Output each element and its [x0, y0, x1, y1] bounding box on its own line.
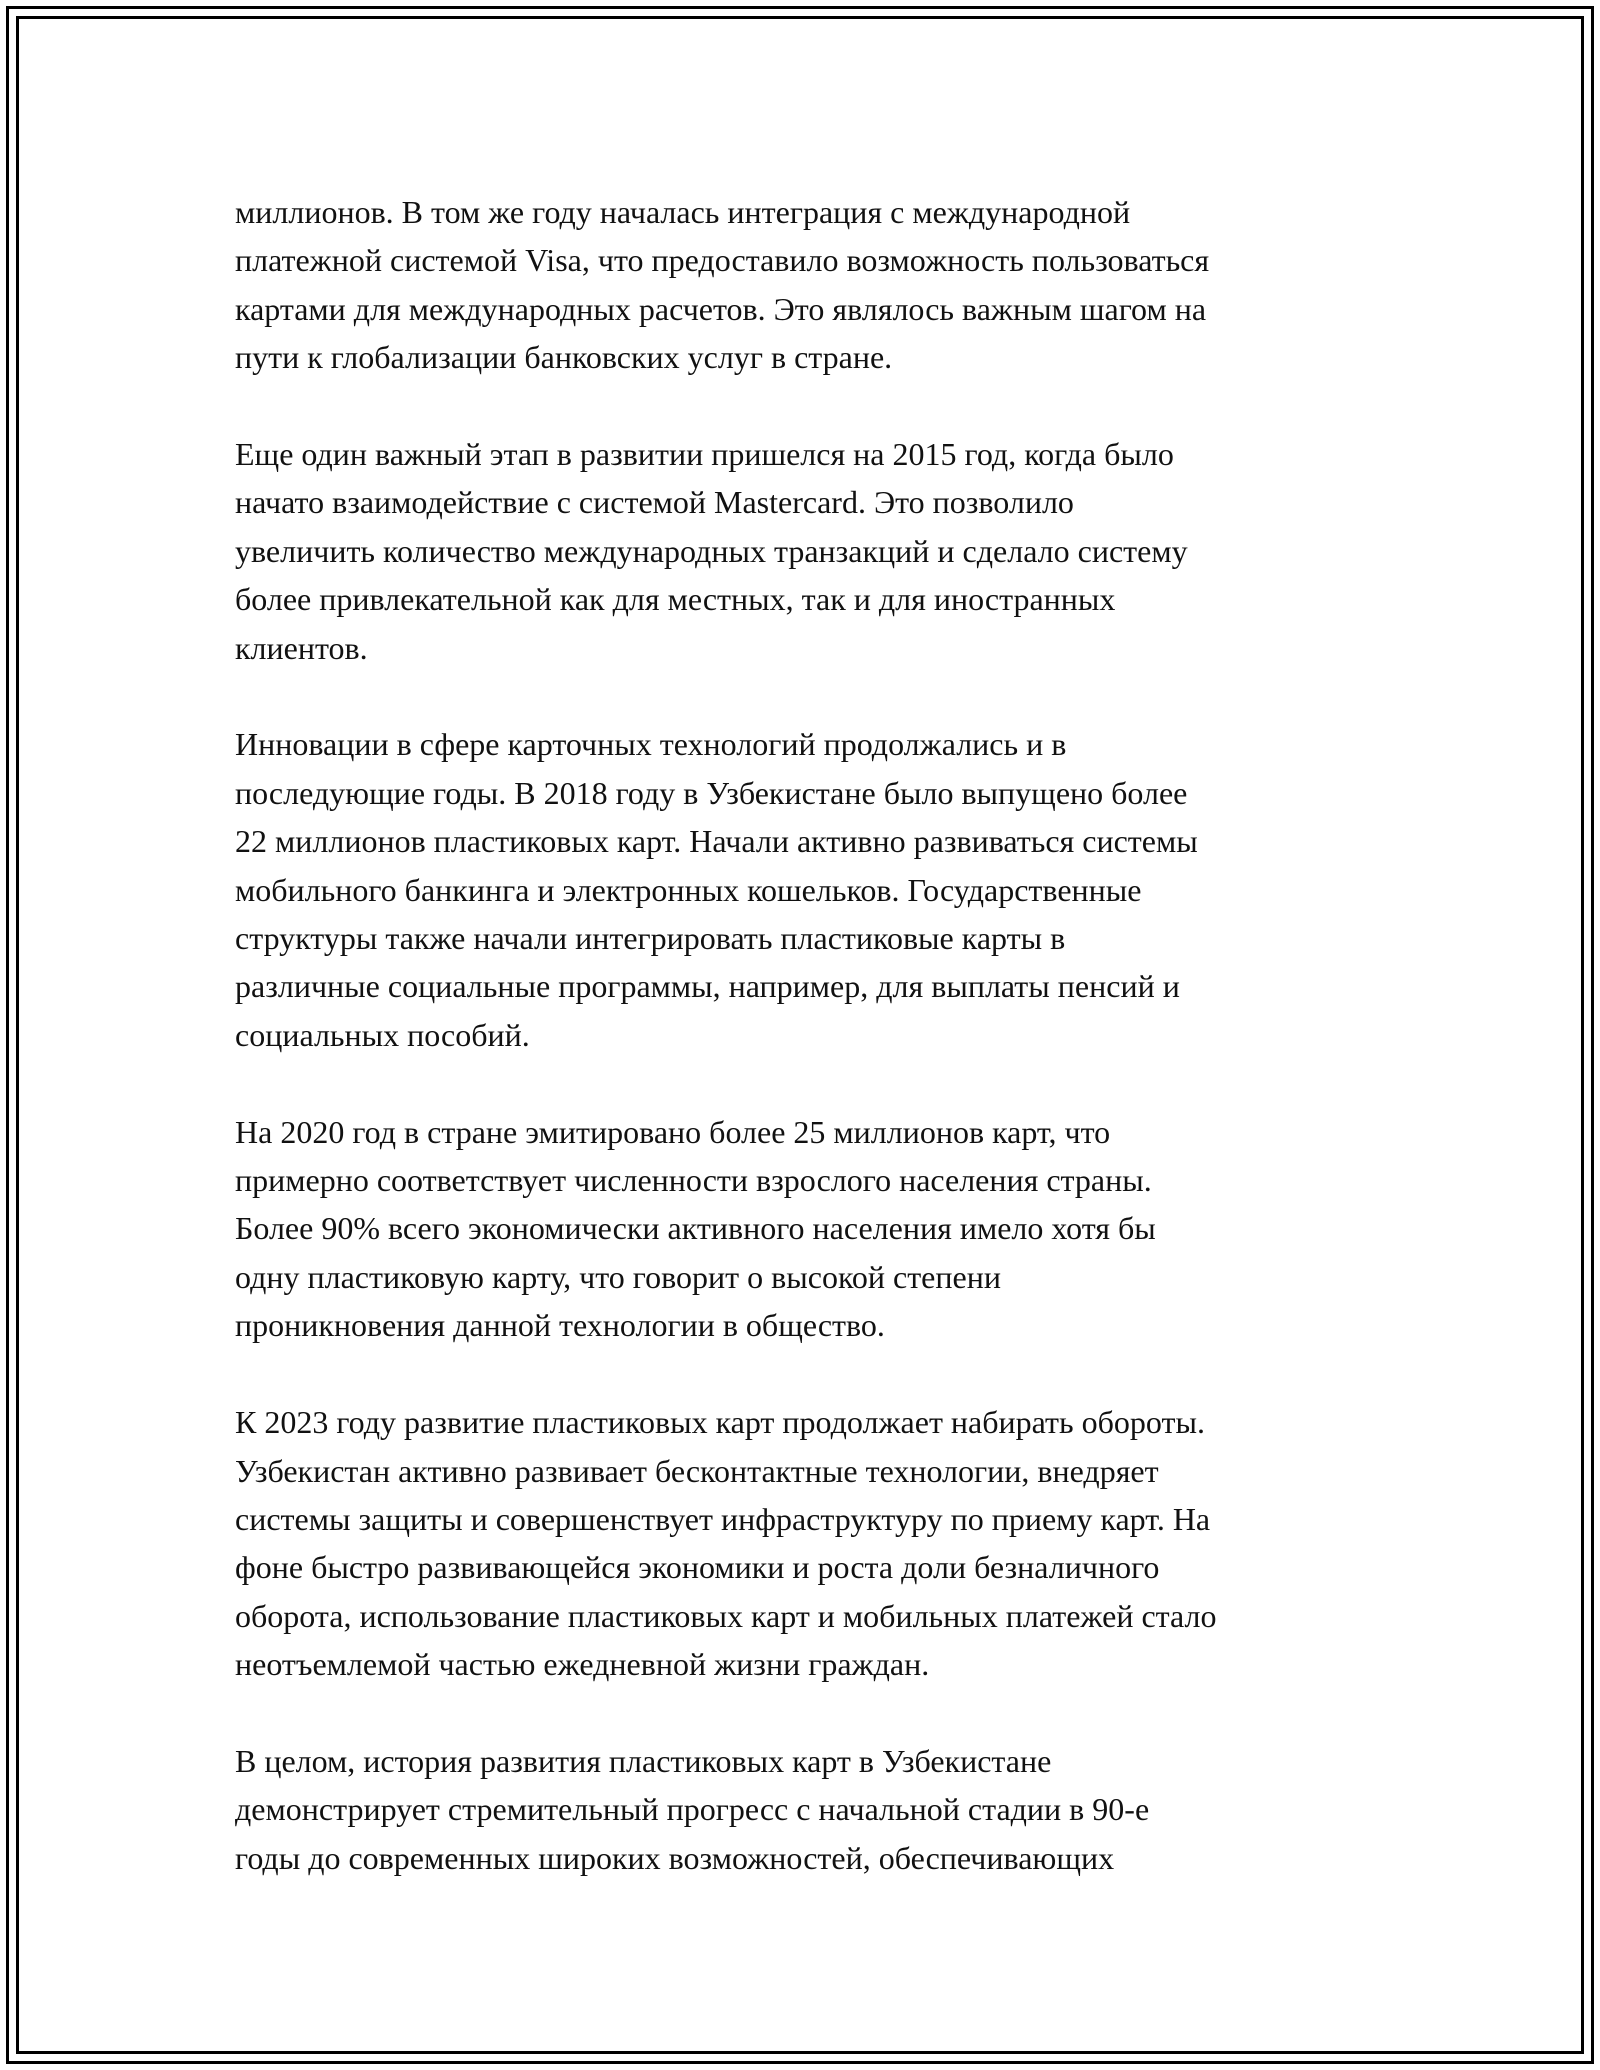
text-line: клиентов.	[235, 629, 368, 666]
text-line: На 2020 год в стране эмитировано более 25 миллионов карт, что	[235, 1113, 1111, 1150]
document-body	[235, 188, 1385, 1931]
text-line: проникновения данной технологии в общество.	[235, 1307, 885, 1344]
text-line: пути к глобализации банковских услуг в стране.	[235, 339, 893, 376]
paragraph-2023-development	[235, 1398, 1385, 1688]
text-line: структуры также начали интегрировать пластиковые карты в	[235, 920, 1066, 957]
text-line: демонстрирует стремительный прогресс с начальной стадии в 90-е	[235, 1791, 1150, 1828]
text-line: миллионов. В том же году началась интеграция с международной	[235, 194, 1131, 230]
text-line: Более 90% всего экономически активного населения имело хотя бы	[235, 1210, 1156, 1247]
text-line: начато взаимодействие с системой Mastercard. Это позволило	[235, 484, 1074, 521]
text-line: К 2023 году развитие пластиковых карт продолжает набирать обороты.	[235, 1404, 1205, 1441]
text-line: неотъемлемой частью ежедневной жизни граждан.	[235, 1646, 930, 1683]
text-line: увеличить количество международных транзакций и сделало систему	[235, 532, 1188, 569]
paragraph-conclusion	[235, 1737, 1385, 1882]
text-line: фоне быстро развивающейся экономики и роста доли безналичного	[235, 1549, 1160, 1586]
text-line: одну пластиковую карту, что говорит о высокой степени	[235, 1258, 1001, 1295]
paragraph-innovations-2018	[235, 720, 1385, 1059]
text-line: последующие годы. В 2018 году в Узбекистане было выпущено более	[235, 774, 1188, 811]
text-line: Еще один важный этап в развитии пришелся на 2015 год, когда было	[235, 436, 1174, 473]
paragraph-mastercard	[235, 430, 1385, 672]
text-line: более привлекательной как для местных, так и для иностранных	[235, 581, 1116, 618]
text-line: Узбекистан активно развивает бесконтактные технологии, внедряет	[235, 1452, 1159, 1489]
text-line: социальных пособий.	[235, 1016, 530, 1053]
text-line: Инновации в сфере карточных технологий продолжались и в	[235, 726, 1067, 763]
paragraph-visa-integration	[235, 188, 1385, 382]
paragraph-2020-statistics	[235, 1108, 1385, 1350]
text-line: системы защиты и совершенствует инфраструктуру по приему карт. На	[235, 1500, 1211, 1537]
text-line: платежной системой Visa, что предоставило возможность пользоваться	[235, 242, 1210, 279]
text-line: 22 миллионов пластиковых карт. Начали активно развиваться системы	[235, 823, 1198, 860]
text-line: картами для международных расчетов. Это являлось важным шагом на	[235, 290, 1207, 327]
text-line: В целом, история развития пластиковых карт в Узбекистане	[235, 1742, 1052, 1779]
text-line: различные социальные программы, например, для выплаты пенсий и	[235, 968, 1180, 1005]
text-line: примерно соответствует численности взрослого населения страны.	[235, 1162, 1152, 1199]
text-line: мобильного банкинга и электронных кошельков. Государственные	[235, 871, 1142, 908]
text-line: оборота, использование пластиковых карт и мобильных платежей стало	[235, 1597, 1217, 1634]
text-line: годы до современных широких возможностей, обеспечивающих	[235, 1839, 1115, 1876]
